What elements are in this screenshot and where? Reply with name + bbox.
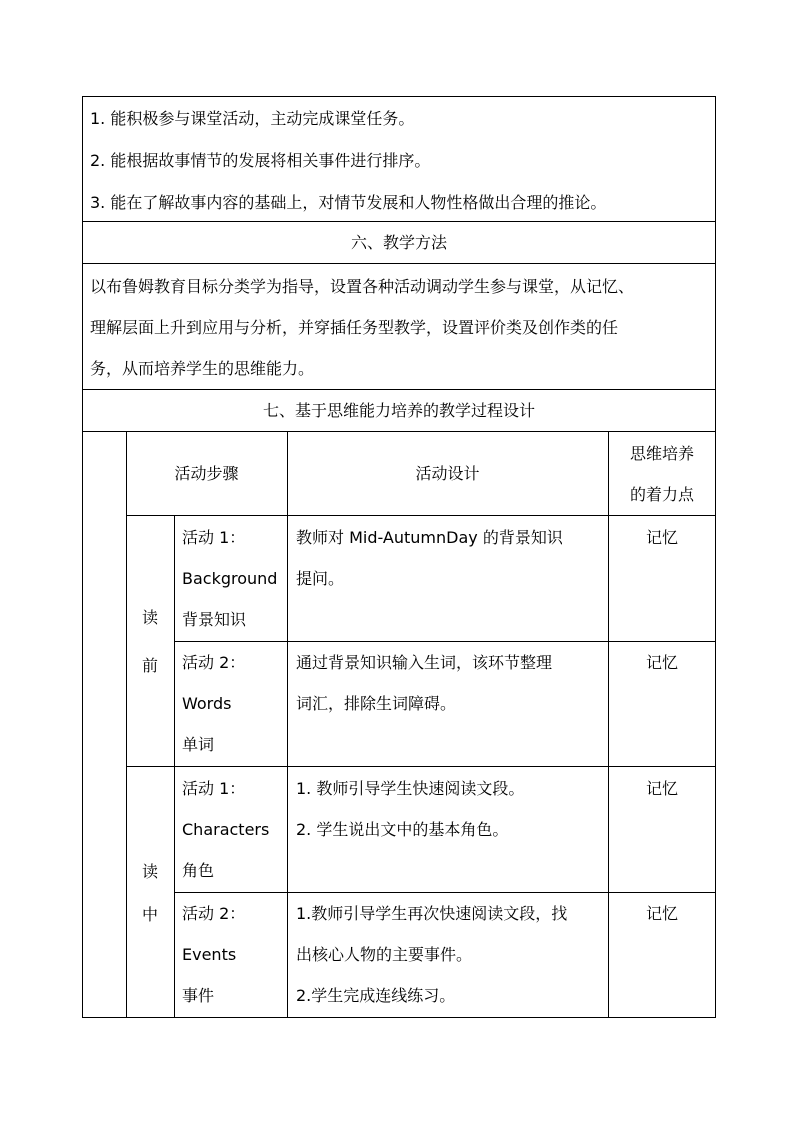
objective-item: 1. 能积极参与课堂活动，主动完成课堂任务。 xyxy=(90,109,415,128)
activity-design: 2.学生完成连线练习。 xyxy=(296,986,456,1005)
column-header-steps: 活动步骤 xyxy=(174,464,239,483)
col-divider xyxy=(608,431,609,1018)
col-divider xyxy=(287,431,288,1018)
activity-label: Events xyxy=(182,945,237,964)
activity-design: 教师对 Mid-AutumnDay 的背景知识 xyxy=(296,528,563,547)
activity-design: 通过背景知识输入生词，该环节整理 xyxy=(296,653,553,672)
activity-label: 活动 1： xyxy=(182,528,246,547)
activity-design: 2. 学生说出文中的基本角色。 xyxy=(296,820,509,839)
activity-label: 活动 2： xyxy=(182,653,246,672)
activity-design: 词汇，排除生词障碍。 xyxy=(296,694,457,713)
activity-design: 出核心人物的主要事件。 xyxy=(296,945,473,964)
activity-label: 活动 2： xyxy=(182,904,246,923)
row-divider xyxy=(126,515,716,516)
row-divider xyxy=(174,641,716,642)
col-divider xyxy=(126,431,127,1018)
methods-text-line: 理解层面上升到应用与分析，并穿插任务型教学，设置评价类及创作类的任 xyxy=(90,318,619,337)
stage-label: 中 xyxy=(141,905,158,924)
activity-label: Characters xyxy=(182,820,270,839)
activity-focus: 记忆 xyxy=(645,653,678,672)
activity-focus: 记忆 xyxy=(645,528,678,547)
activity-design: 1.教师引导学生再次快速阅读文段，找 xyxy=(296,904,568,923)
methods-text-line: 务，从而培养学生的思维能力。 xyxy=(90,359,315,378)
activity-focus: 记忆 xyxy=(645,779,678,798)
activity-label: 背景知识 xyxy=(182,610,247,629)
activity-label: 单词 xyxy=(182,735,215,754)
methods-text-line: 以布鲁姆教育目标分类学为指导，设置各种活动调动学生参与课堂，从记忆、 xyxy=(90,277,635,296)
row-divider xyxy=(126,766,716,767)
activity-label: Background xyxy=(182,569,278,588)
activity-label: 活动 1： xyxy=(182,779,246,798)
stage-label: 读 xyxy=(141,862,158,881)
objective-item: 3. 能在了解故事内容的基础上，对情节发展和人物性格做出合理的推论。 xyxy=(90,193,607,212)
row-divider xyxy=(174,892,716,893)
column-header-design: 活动设计 xyxy=(415,464,480,483)
objective-item: 2. 能根据故事情节的发展将相关事件进行排序。 xyxy=(90,151,431,170)
activity-label: Words xyxy=(182,694,232,713)
activity-label: 事件 xyxy=(182,986,215,1005)
column-header-focus: 的着力点 xyxy=(629,485,694,504)
row-divider xyxy=(82,389,716,390)
column-header-focus: 思维培养 xyxy=(629,444,694,463)
stage-label: 前 xyxy=(141,656,158,675)
activity-design: 1. 教师引导学生快速阅读文段。 xyxy=(296,779,525,798)
activity-focus: 记忆 xyxy=(645,904,678,923)
row-divider xyxy=(82,431,716,432)
section-heading-methods: 六、教学方法 xyxy=(350,233,447,252)
section-heading-process: 七、基于思维能力培养的教学过程设计 xyxy=(262,401,535,420)
stage-label: 读 xyxy=(141,608,158,627)
activity-label: 角色 xyxy=(182,861,215,880)
row-divider xyxy=(82,263,716,264)
activity-design: 提问。 xyxy=(296,569,345,588)
row-divider xyxy=(82,221,716,222)
